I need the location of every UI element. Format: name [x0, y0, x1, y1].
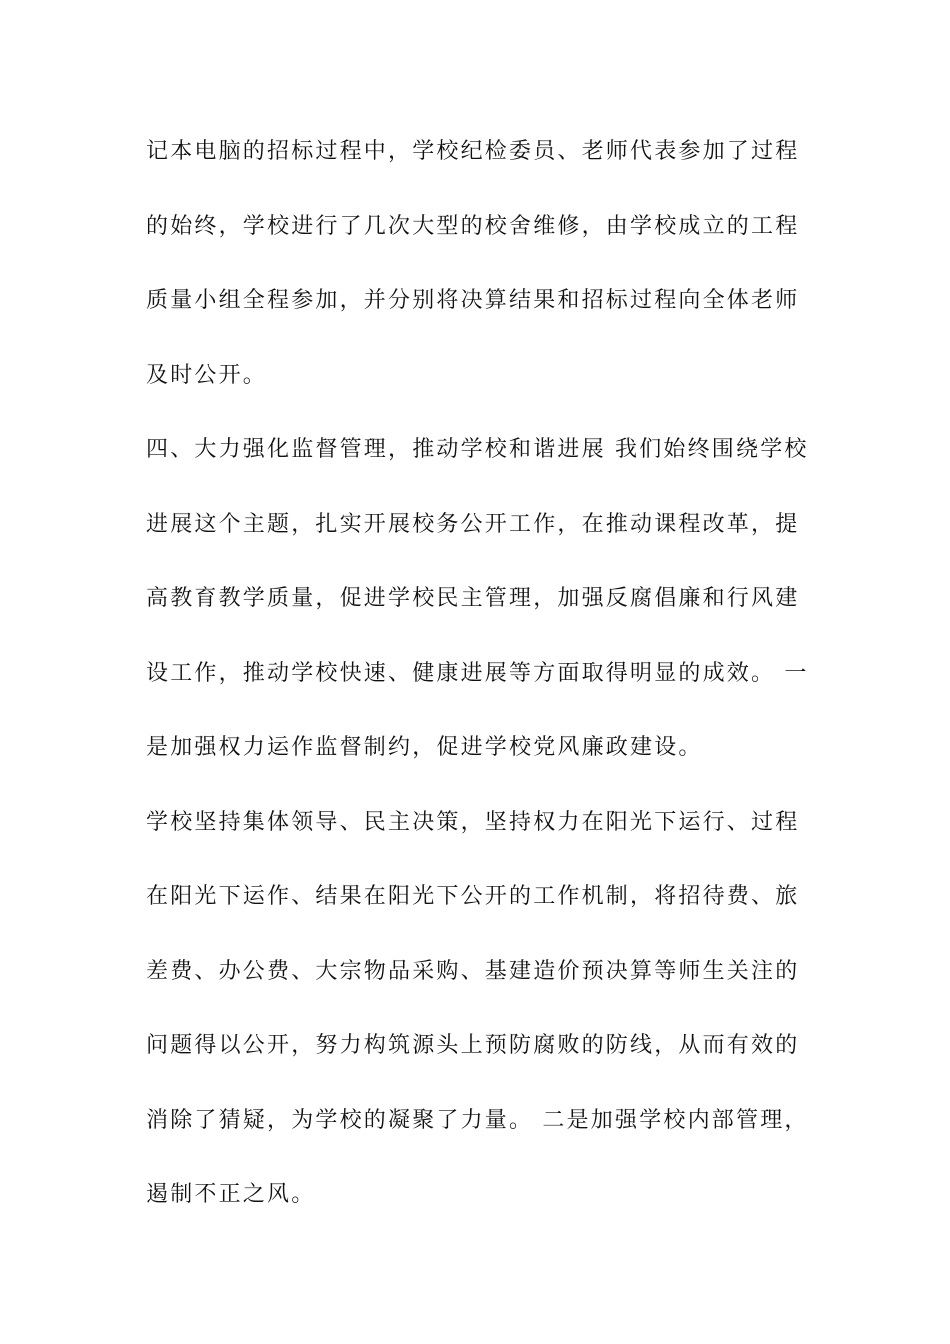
text-line-7: 高教育教学质量，促进学校民主管理，加强反腐倡廉和行风建 — [146, 586, 800, 611]
text-line-9: 是加强权力运作监督制约，促进学校党风廉政建设。 — [146, 735, 703, 760]
text-line-8: 设工作，推动学校快速、健康进展等方面取得明显的成效。 一 — [146, 660, 809, 686]
text-line-11: 在阳光下运作、结果在阳光下公开的工作机制，将招待费、旅 — [146, 884, 800, 909]
text-line-13: 问题得以公开，努力构筑源头上预防腐败的防线，从而有效的 — [146, 1033, 800, 1058]
text-line-3: 质量小组全程参加，并分别将决算结果和招标过程向全体老师 — [146, 288, 800, 313]
text-line-14: 消除了猜疑，为学校的凝聚了力量。 二是加强学校内部管理， — [146, 1107, 809, 1133]
text-line-2: 的始终，学校进行了几次大型的校舍维修，由学校成立的工程 — [146, 213, 800, 239]
text-line-4: 及时公开。 — [146, 362, 268, 388]
body-text — [146, 130, 809, 1248]
text-line-12: 差费、办公费、大宗物品采购、基建造价预决算等师生关注的 — [146, 958, 800, 984]
text-line-1: 记本电脑的招标过程中，学校纪检委员、老师代表参加了过程 — [146, 139, 800, 164]
text-line-6: 进展这个主题，扎实开展校务公开工作，在推动课程改革，提 — [146, 511, 800, 537]
text-line-10: 学校坚持集体领导、民主决策，坚持权力在阳光下运行、过程 — [146, 809, 800, 835]
text-line-15: 遏制不正之风。 — [146, 1182, 316, 1207]
text-line-5: 四、大力强化监督管理，推动学校和谐进展 我们始终围绕学校 — [146, 437, 809, 462]
